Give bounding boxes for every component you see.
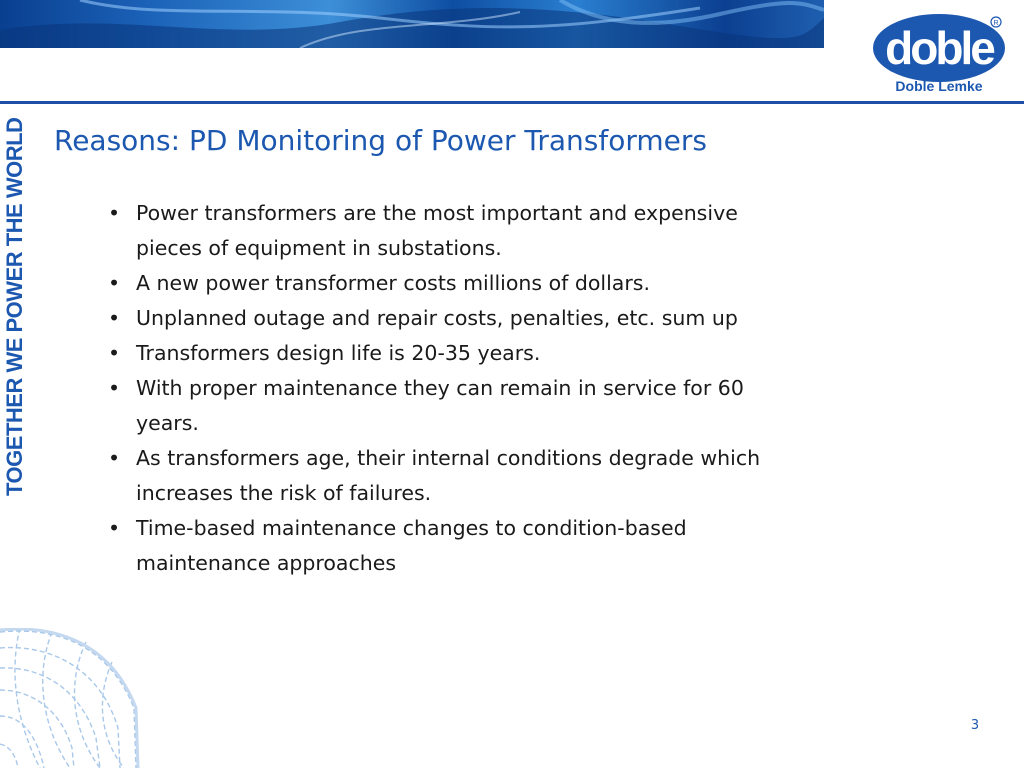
bullet-text-continued: increases the risk of failures. [136,481,432,505]
bullet-item [108,336,888,371]
bullet-text-continued: maintenance approaches [136,551,397,575]
bullet-item [108,196,888,266]
header-divider [0,101,1024,104]
bullet-text: Unplanned outage and repair costs, penalties, etc. sum up [136,306,738,330]
slide-title: Reasons: PD Monitoring of Power Transformers [54,124,707,157]
bullet-text: As transformers age, their internal conditions degrade which [136,446,761,470]
bullet-text: Time-based maintenance changes to condition-based [136,516,687,540]
logo-subtitle: Doble Lemke [895,78,983,94]
bullet-text: Power transformers are the most important and expensive [136,201,738,225]
vertical-slogan: TOGETHER WE POWER THE WORLD [2,117,27,496]
bullet-icon: • [108,271,121,295]
bullet-icon: • [108,201,121,225]
bullet-item [108,301,888,336]
bullet-item [108,511,888,581]
svg-text:doble: doble [885,22,993,74]
header-banner-image [0,0,824,48]
bullet-text-continued: pieces of equipment in substations. [136,236,502,260]
bullet-text-continued: years. [136,411,199,435]
bullet-icon: • [108,516,121,540]
bullet-item [108,441,888,511]
bullet-icon: • [108,446,121,470]
bullet-item [108,371,888,441]
bullet-icon: • [108,341,121,365]
bullet-list [108,196,888,581]
bullet-icon: • [108,306,121,330]
bullet-text: With proper maintenance they can remain in service for 60 [136,376,744,400]
bullet-text: Transformers design life is 20-35 years. [136,341,541,365]
globe-graphic [0,628,140,768]
bullet-item [108,266,888,301]
bullet-text: A new power transformer costs millions of dollars. [136,271,650,295]
page-number: 3 [970,718,980,733]
svg-text:R: R [993,20,999,27]
bullet-icon: • [108,376,121,400]
